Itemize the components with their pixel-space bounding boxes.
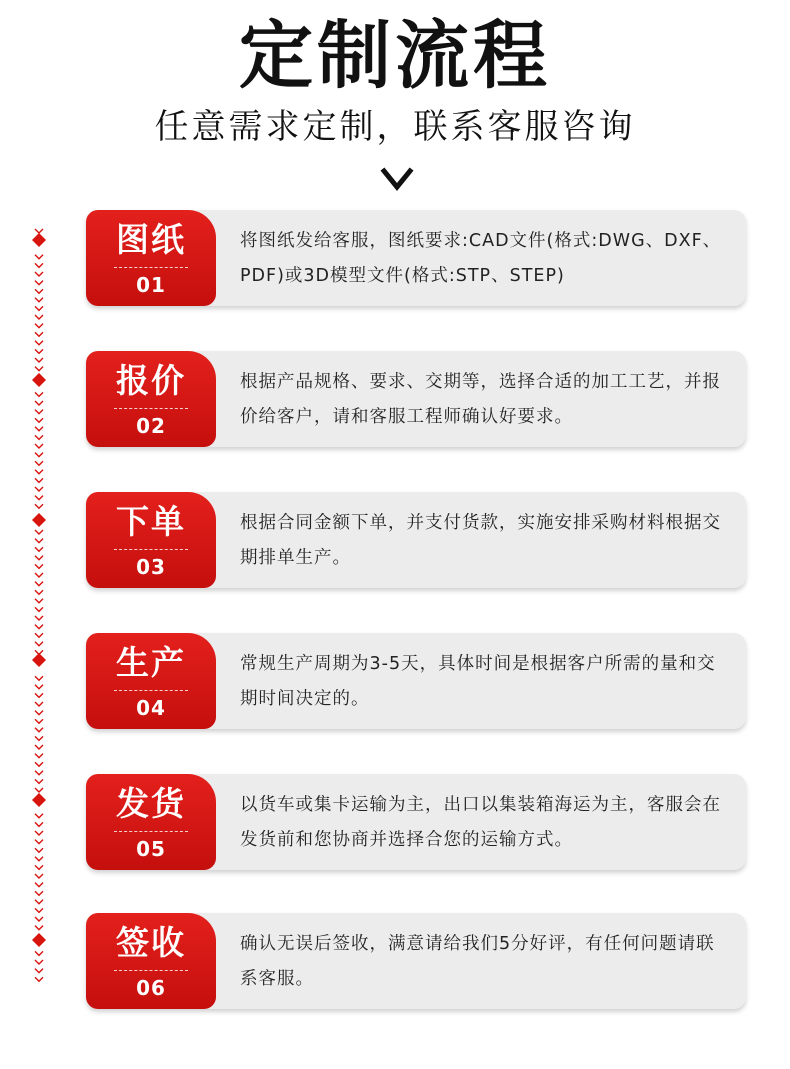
step-number: 05 [136, 837, 166, 861]
timeline-chevron-icon [35, 255, 43, 259]
step-badge [86, 492, 216, 588]
timeline-chevron-icon [35, 719, 43, 723]
timeline-chevron-icon [35, 478, 43, 482]
timeline-chevron-icon [35, 711, 43, 715]
badge-divider [114, 690, 188, 691]
step-badge [86, 210, 216, 306]
step-title: 生产 [116, 643, 186, 682]
step-number: 02 [136, 414, 166, 438]
step-card-2 [86, 351, 746, 447]
timeline-diamond-icon [32, 373, 46, 387]
timeline-chevron-icon [35, 736, 43, 740]
timeline-chevron-icon [35, 341, 43, 345]
step-description: 根据产品规格、要求、交期等，选择合适的加工工艺，并报价给客户，请和客服工程师确认好要求。 [240, 372, 721, 427]
timeline-chevron-icon [35, 487, 43, 491]
timeline-chevron-icon [35, 324, 43, 328]
timeline-chevron-icon [35, 857, 43, 861]
timeline-chevron-icon [35, 607, 43, 611]
timeline-chevron-icon [35, 848, 43, 852]
timeline-chevron-icon [35, 779, 43, 783]
step-badge [86, 913, 216, 1009]
step-badge [86, 351, 216, 447]
timeline-chevron-icon [35, 401, 43, 405]
timeline-chevron-icon [35, 332, 43, 336]
page-subtitle: 任意需求定制，联系客服咨询 [154, 107, 636, 147]
chevron-down-icon [380, 166, 414, 194]
timeline-chevron-icon [35, 762, 43, 766]
badge-divider [114, 970, 188, 971]
timeline-diamond-icon [32, 653, 46, 667]
timeline-chevron-icon [35, 590, 43, 594]
timeline-diamond-icon [32, 933, 46, 947]
timeline-chevron-icon [35, 556, 43, 560]
step-number: 04 [136, 696, 166, 720]
timeline-chevron-icon [35, 831, 43, 835]
timeline-chevron-icon [35, 315, 43, 319]
timeline-chevron-icon [35, 599, 43, 603]
timeline-chevron-icon [35, 229, 43, 233]
timeline-chevron-icon [35, 349, 43, 353]
step-card-3 [86, 492, 746, 588]
timeline-diamond-icon [32, 513, 46, 527]
timeline-chevron-icon [35, 453, 43, 457]
timeline-chevron-icon [35, 306, 43, 310]
timeline-chevron-icon [35, 693, 43, 697]
timeline-chevron-icon [35, 917, 43, 921]
timeline-chevron-icon [35, 392, 43, 396]
timeline-decoration [28, 225, 50, 985]
timeline-diamond-icon [32, 233, 46, 247]
timeline-chevron-icon [35, 822, 43, 826]
step-description: 将图纸发给客服，图纸要求:CAD文件(格式:DWG、DXF、PDF)或3D模型文件(格式:STP、STEP) [240, 231, 722, 286]
step-title: 发货 [116, 784, 186, 823]
step-number: 03 [136, 555, 166, 579]
timeline-chevron-icon [35, 754, 43, 758]
step-description: 常规生产周期为3-5天，具体时间是根据客户所需的量和交期时间决定的。 [240, 654, 716, 709]
timeline-diamond-icon [32, 793, 46, 807]
step-number: 01 [136, 273, 166, 297]
step-card-5 [86, 774, 746, 870]
timeline-chevron-icon [35, 625, 43, 629]
step-description: 确认无误后签收，满意请给我们5分好评，有任何问题请联系客服。 [240, 934, 715, 989]
step-card-1 [86, 210, 746, 306]
page-title: 定制流程 [239, 13, 551, 99]
step-title: 图纸 [116, 220, 186, 259]
timeline-chevron-icon [35, 977, 43, 981]
timeline-chevron-icon [35, 582, 43, 586]
badge-divider [114, 408, 188, 409]
timeline-chevron-icon [35, 745, 43, 749]
timeline-chevron-icon [35, 289, 43, 293]
timeline-chevron-icon [35, 504, 43, 508]
timeline-chevron-icon [35, 470, 43, 474]
timeline-chevron-icon [35, 891, 43, 895]
timeline-chevron-icon [35, 960, 43, 964]
timeline-chevron-icon [35, 926, 43, 930]
badge-divider [114, 267, 188, 268]
badge-divider [114, 831, 188, 832]
timeline-chevron-icon [35, 951, 43, 955]
timeline-chevron-icon [35, 496, 43, 500]
timeline-chevron-icon [35, 530, 43, 534]
timeline-chevron-icon [35, 358, 43, 362]
timeline-chevron-icon [35, 702, 43, 706]
step-number: 06 [136, 976, 166, 1000]
step-title: 报价 [116, 361, 186, 400]
timeline-chevron-icon [35, 633, 43, 637]
step-badge [86, 633, 216, 729]
timeline-chevron-icon [35, 263, 43, 267]
step-card-4 [86, 633, 746, 729]
timeline-chevron-icon [35, 685, 43, 689]
timeline-chevron-icon [35, 573, 43, 577]
step-description: 以货车或集卡运输为主，出口以集装箱海运为主，客服会在发货前和您协商并选择合您的运输方式。 [240, 795, 721, 850]
step-badge [86, 774, 216, 870]
timeline-chevron-icon [35, 435, 43, 439]
timeline-chevron-icon [35, 728, 43, 732]
timeline-chevron-icon [35, 444, 43, 448]
timeline-chevron-icon [35, 874, 43, 878]
timeline-chevron-icon [35, 840, 43, 844]
timeline-chevron-icon [35, 865, 43, 869]
step-title: 下单 [116, 502, 186, 541]
timeline-chevron-icon [35, 814, 43, 818]
timeline-chevron-icon [35, 427, 43, 431]
timeline-chevron-icon [35, 298, 43, 302]
timeline-chevron-icon [35, 410, 43, 414]
timeline-chevron-icon [35, 564, 43, 568]
timeline-chevron-icon [35, 676, 43, 680]
timeline-chevron-icon [35, 281, 43, 285]
timeline-chevron-icon [35, 547, 43, 551]
timeline-chevron-icon [35, 900, 43, 904]
timeline-chevron-icon [35, 883, 43, 887]
step-card-6 [86, 913, 746, 1009]
timeline-chevron-icon [35, 418, 43, 422]
step-description: 根据合同金额下单，并支付货款，实施安排采购材料根据交期排单生产。 [240, 513, 721, 568]
timeline-chevron-icon [35, 461, 43, 465]
step-title: 签收 [116, 923, 186, 962]
timeline-chevron-icon [35, 616, 43, 620]
timeline-chevron-icon [35, 272, 43, 276]
timeline-chevron-icon [35, 539, 43, 543]
timeline-chevron-icon [35, 367, 43, 371]
timeline-chevron-icon [35, 788, 43, 792]
timeline-chevron-icon [35, 969, 43, 973]
timeline-chevron-icon [35, 908, 43, 912]
badge-divider [114, 549, 188, 550]
timeline-chevron-icon [35, 642, 43, 646]
timeline-chevron-icon [35, 771, 43, 775]
